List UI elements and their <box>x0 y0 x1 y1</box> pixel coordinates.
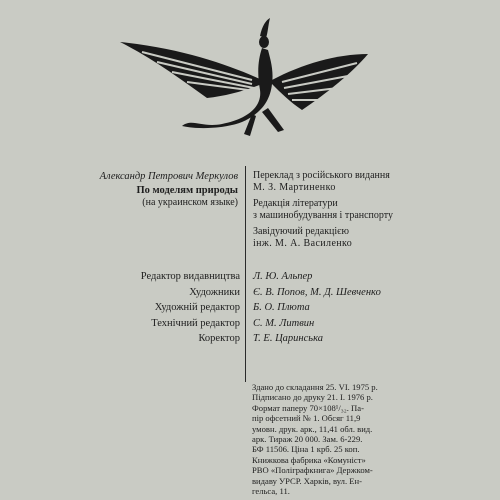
staff-list <box>70 271 410 349</box>
staff-role: Коректор <box>198 333 240 344</box>
book-title: По моделям природы <box>136 185 238 196</box>
staff-name: Б. О. Плюта <box>253 302 310 313</box>
translator-name: М. З. Мартиненко <box>253 181 336 193</box>
author-name: Александр Петрович Меркулов <box>99 171 238 182</box>
colophon-line: видаву УРСР. Харків, вул. Ен- <box>252 475 362 486</box>
edition-line-2: з машинобудування і транспорту <box>253 209 394 221</box>
colophon-line: пір офсетний № 1. Обсяг 11,9 <box>252 413 361 424</box>
staff-name: Л. Ю. Альпер <box>253 271 313 282</box>
staff-name: Є. В. Попов, М. Д. Шевченко <box>253 286 381 298</box>
colophon-line: Здано до складання 25. VI. 1975 р. <box>252 382 378 392</box>
author-block <box>58 170 238 209</box>
colophon-line: Книжкова фабрика «Комуніст» <box>252 454 366 465</box>
translation-block <box>253 170 433 254</box>
colophon-line: БФ 11506. Ціна 1 крб. 25 коп. <box>252 444 360 455</box>
book-language: (на украинском языке) <box>142 197 238 208</box>
edition-line-1: Редакція літератури <box>253 198 338 209</box>
staff-row <box>70 318 410 334</box>
colophon-line: РВО «Поліграфкнига» Держком- <box>252 465 373 476</box>
head-editor-name: інж. М. А. Василенко <box>253 237 353 249</box>
translation-source: Переклад з російського видання <box>253 170 390 181</box>
colophon-line: Підписано до друку 21. I. 1976 р. <box>252 392 373 403</box>
winged-figure-icon <box>112 18 370 148</box>
staff-name: Т. Е. Царинська <box>253 333 323 344</box>
colophon-line: Формат паперу 70×108¹/₃₂. Па- <box>252 402 364 413</box>
staff-name: С. М. Литвин <box>253 317 315 329</box>
staff-role: Редактор видавництва <box>140 271 240 282</box>
staff-role: Художники <box>189 286 240 298</box>
staff-row <box>70 333 410 349</box>
staff-role: Технічний редактор <box>151 317 240 329</box>
staff-row <box>70 287 410 303</box>
staff-row <box>70 302 410 318</box>
staff-role: Художній редактор <box>154 302 240 313</box>
head-editor-label: Завідуючий редакцією <box>253 226 349 237</box>
colophon-line: умовн. друк. арк., 11,41 обл. вид. <box>252 423 373 434</box>
colophon <box>252 382 432 496</box>
colophon-line: арк. Тираж 20 000. Зам. 6-229. <box>252 434 363 445</box>
colophon-line: гельса, 11. <box>252 486 290 497</box>
staff-row <box>70 271 410 287</box>
